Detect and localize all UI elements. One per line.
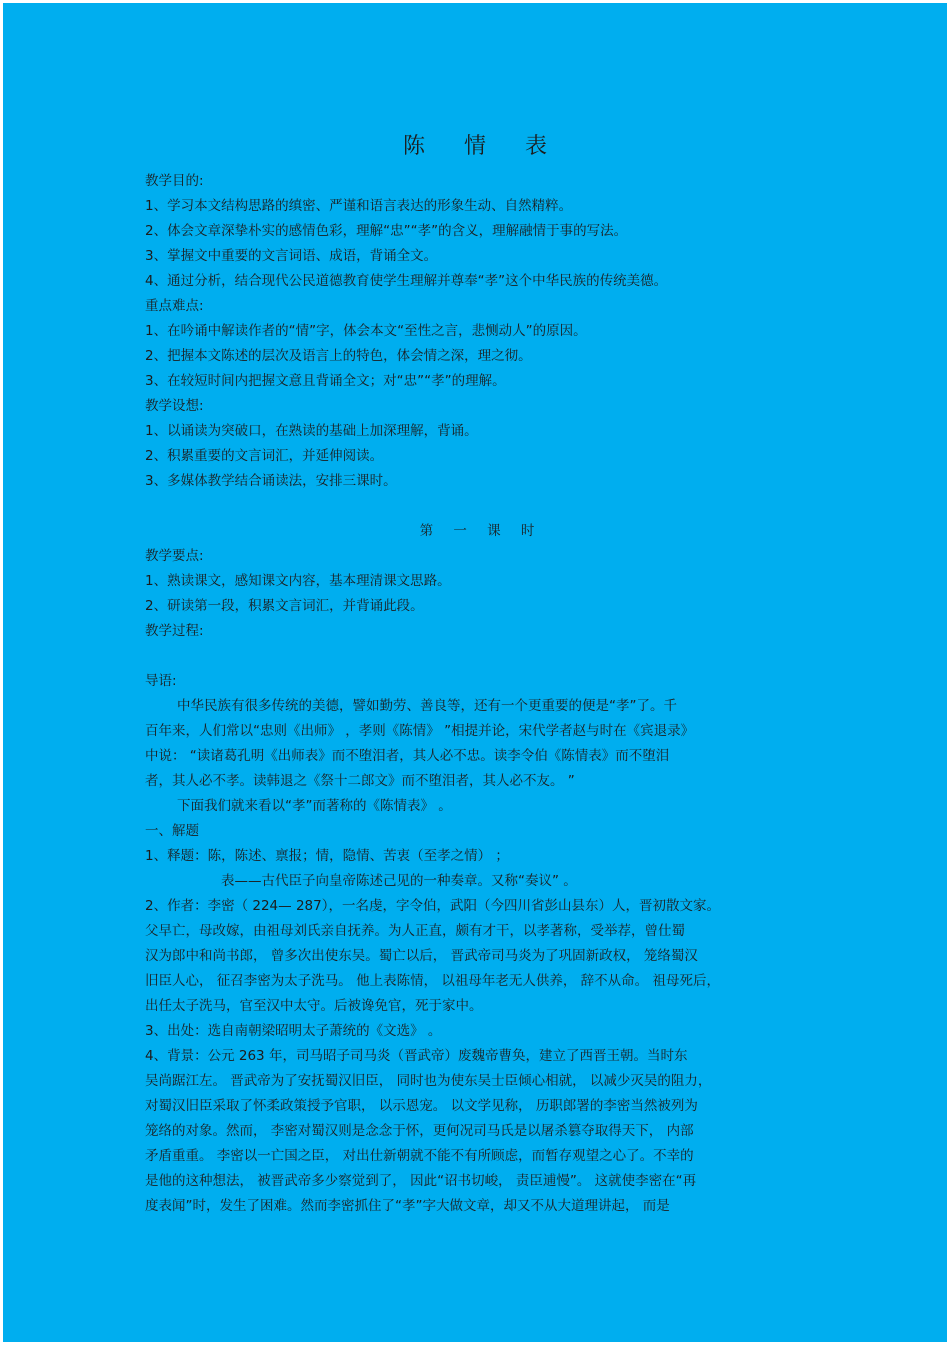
spacer — [145, 494, 809, 519]
objective-item: 4、通过分析，结合现代公民道德教育使学生理解并尊奉“孝”这个中华民族的传统美德。 — [145, 273, 668, 289]
difficulties-label: 重点难点: — [145, 298, 204, 314]
title-explanation-biao: 表——古代臣子向皇帝陈述己见的一种奏章。又称“奏议” 。 — [221, 873, 577, 889]
intro-next: 下面我们就来看以“孝”而著称的《陈情表》 。 — [177, 798, 452, 814]
intro-line: 百年来，人们常以“忠则《出师》 ，孝则《陈情》 ”相提并论，宋代学者赵与时在《宾退录》 — [145, 723, 695, 739]
difficulty-item: 3、在较短时间内把握文意且背诵全文；对“忠”“孝”的理解。 — [145, 373, 506, 389]
design-label: 教学设想: — [145, 398, 204, 414]
background-line: 对蜀汉旧臣采取了怀柔政策授予官职， 以示恩宠。 以文学见称， 历职郎署的李密当然被列为 — [145, 1098, 698, 1114]
intro-line: 者，其人必不孝。读韩退之《祭十二郎文》而不堕泪者，其人必不友。 ” — [145, 773, 575, 789]
background-line: 度表闻”时，发生了困难。然而李密抓住了“孝”字大做文章，却又不从大道理讲起， 而是 — [145, 1198, 670, 1214]
objectives-label: 教学目的: — [145, 173, 204, 189]
document-page — [3, 3, 947, 1342]
intro-label: 导语: — [145, 673, 177, 689]
author-line: 旧臣人心， 征召李密为太子洗马。 他上表陈情， 以祖母年老无人供养， 辞不从命。 祖母死后， — [145, 973, 720, 989]
points-label: 教学要点: — [145, 548, 204, 564]
design-item: 1、以诵读为突破口，在熟读的基础上加深理解，背诵。 — [145, 423, 478, 439]
background-line: 吴尚踞江左。 晋武帝为了安抚蜀汉旧臣， 同时也为使东吴士臣倾心相就， 以减少灭吴的阻力， — [145, 1073, 712, 1089]
objective-item: 3、掌握文中重要的文言词语、成语，背诵全文。 — [145, 248, 438, 264]
objective-item: 2、体会文章深挚朴实的感情色彩，理解“忠”“孝”的含义，理解融情于事的写法。 — [145, 223, 628, 239]
background-line: 笼络的对象。然而， 李密对蜀汉则是念念于怀，更何况司马氏是以屠杀篡夺取得天下， 内部 — [145, 1123, 694, 1139]
design-item: 2、积累重要的文言词汇，并延伸阅读。 — [145, 448, 384, 464]
point-item: 2、研读第一段，积累文言词汇，并背诵此段。 — [145, 598, 424, 614]
background-line: 4、背景：公元 263 年，司马昭子司马炎（晋武帝）废魏帝曹奂，建立了西晋王朝。当时东 — [145, 1048, 688, 1064]
spacer — [145, 644, 809, 669]
design-item: 3、多媒体教学结合诵读法，安排三课时。 — [145, 473, 397, 489]
difficulty-item: 2、把握本文陈述的层次及语言上的特色，体会情之深，理之彻。 — [145, 348, 532, 364]
document-body — [145, 169, 809, 1219]
title-explanation: 1、释题：陈，陈述、禀报；情，隐情、苦衷（至孝之情） ； — [145, 848, 509, 864]
difficulty-item: 1、在吟诵中解读作者的“情”字，体会本文“至性之言，悲恻动人”的原因。 — [145, 323, 587, 339]
document-title: 陈 情 表 — [403, 134, 563, 159]
author-line: 2、作者：李密（ 224— 287），一名虔，字令伯，武阳（今四川省彭山县东）人，晋初散文家。 — [145, 898, 720, 914]
author-line: 父早亡，母改嫁，由祖母刘氏亲自抚养。为人正直，颇有才干，以孝著称，受举荐，曾仕蜀 — [145, 923, 685, 939]
background-line: 是他的这种想法， 被晋武帝多少察觉到了， 因此“诏书切峻， 责臣逋慢”。 这就使李密在“再 — [145, 1173, 697, 1189]
part1-label: 一、解题 — [145, 823, 199, 839]
process-label: 教学过程: — [145, 623, 204, 639]
lesson-heading: 第 一 课 时 — [419, 523, 543, 539]
intro-line: 中说： “读诸葛孔明《出师表》而不堕泪者，其人必不忠。读李令伯《陈情表》而不堕泪 — [145, 748, 670, 764]
author-line: 汉为郎中和尚书郎， 曾多次出使东吴。蜀亡以后， 晋武帝司马炎为了巩固新政权， 笼络蜀汉 — [145, 948, 698, 964]
author-line: 出任太子洗马，官至汉中太守。后被谗免官，死于家中。 — [145, 998, 483, 1014]
point-item: 1、熟读课文，感知课文内容，基本理清课文思路。 — [145, 573, 451, 589]
source-line: 3、出处：选自南朝梁昭明太子萧统的《文选》 。 — [145, 1023, 442, 1039]
objective-item: 1、学习本文结构思路的缜密、严谨和语言表达的形象生动、自然精粹。 — [145, 198, 573, 214]
background-line: 矛盾重重。 李密以一亡国之臣， 对出仕新朝就不能不有所顾虑，而暂存观望之心了。不幸的 — [145, 1148, 694, 1164]
intro-line: 中华民族有很多传统的美德，譬如勤劳、善良等，还有一个更重要的便是“孝”了。千 — [177, 698, 677, 714]
